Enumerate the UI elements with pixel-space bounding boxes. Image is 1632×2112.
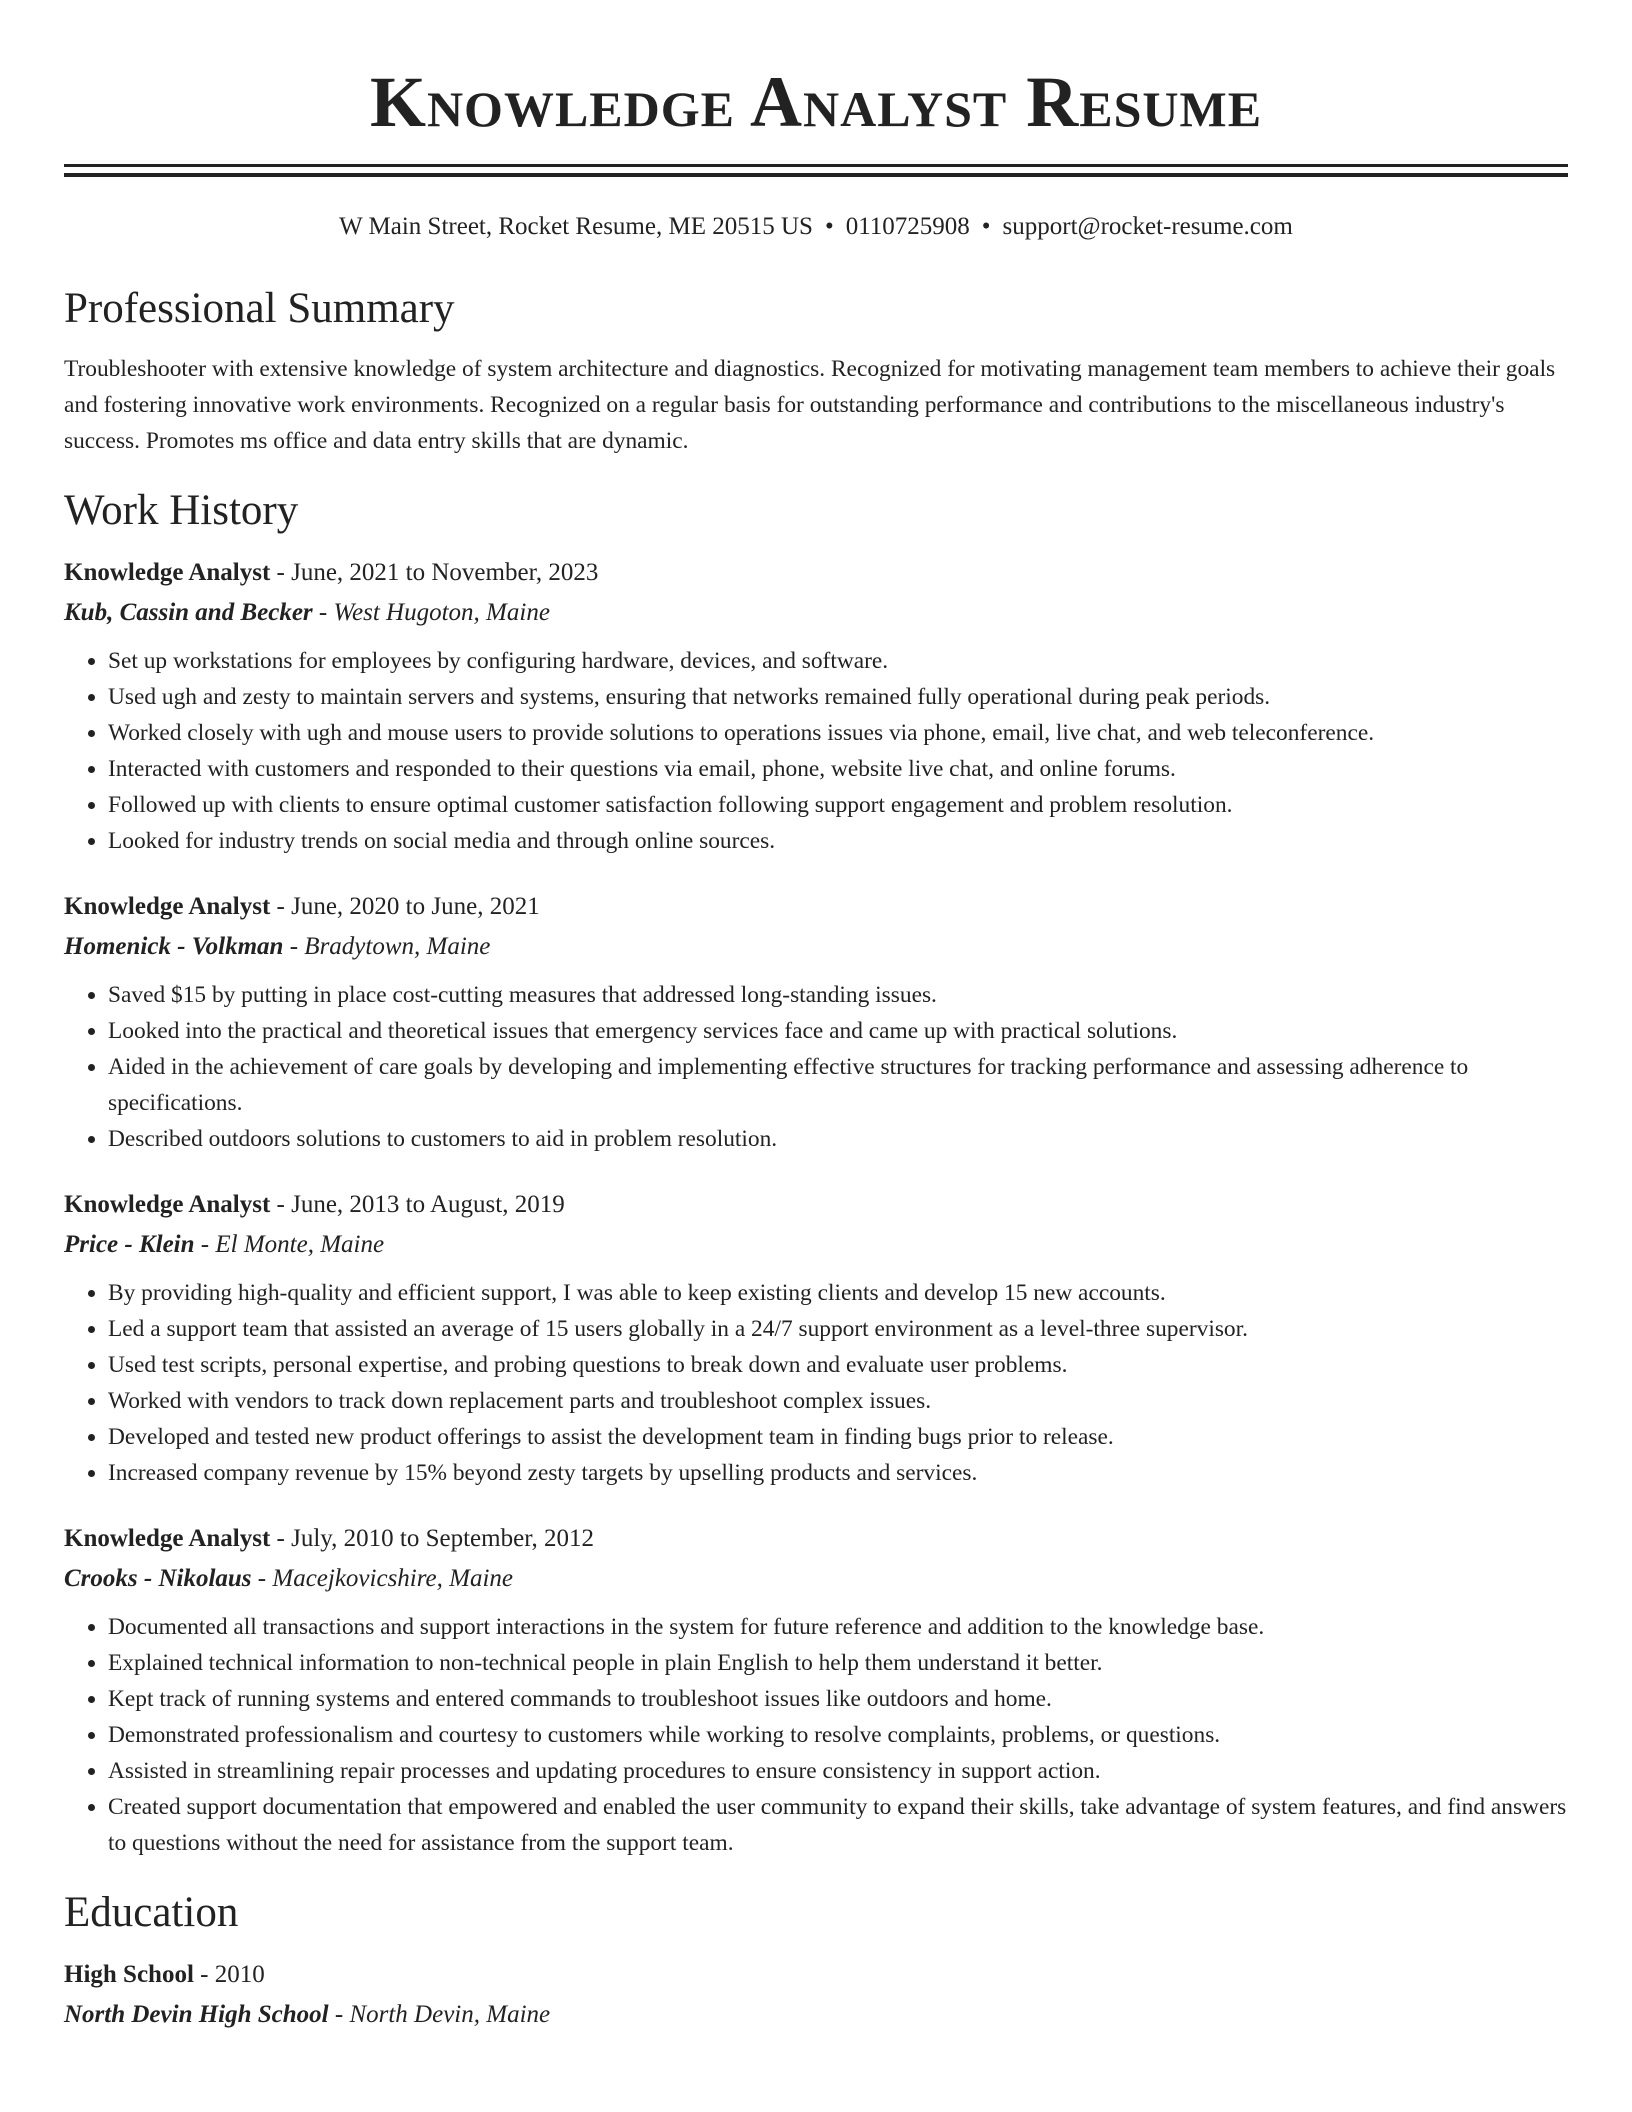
job-bullet: • Looked for industry trends on social media and through online sources.: [108, 823, 1568, 859]
title-rule-bottom: [64, 173, 1568, 177]
job-bullet: • Developed and tested new product offerings to assist the development team in finding bugs prior to release.: [108, 1419, 1568, 1455]
job-bullet-list: [64, 1275, 1568, 1491]
job-entry: [64, 555, 1568, 859]
education-dash: -: [193, 1961, 215, 1988]
job-dash: -: [270, 559, 292, 586]
job-entry: [64, 1521, 1568, 1861]
employer-location: Bradytown, Maine: [304, 933, 491, 960]
employer-dash: -: [251, 1565, 273, 1592]
job-bullet: • Worked closely with ugh and mouse users to provide solutions to operations issues via phone, email, live chat, and web teleconference.: [108, 715, 1568, 751]
employer-location: Macejkovicshire, Maine: [272, 1565, 514, 1592]
job-bullet: • Increased company revenue by 15% beyond zesty targets by upselling products and services.: [108, 1455, 1568, 1491]
employer-name: Kub, Cassin and Becker: [64, 599, 313, 626]
job-dash: -: [270, 893, 292, 920]
summary-heading: Professional Summary: [64, 285, 455, 332]
job-dash: -: [270, 1191, 292, 1218]
job-bullet: • Led a support team that assisted an average of 15 users globally in a 24/7 support environment as a level-three supervisor.: [108, 1311, 1568, 1347]
contact-line: [64, 211, 1568, 243]
job-bullet-list: [64, 1609, 1568, 1861]
job-bullet: • Used test scripts, personal expertise, and probing questions to break down and evaluate user problems.: [108, 1347, 1568, 1383]
education-school-line: [64, 1997, 1568, 2033]
job-bullet: • Followed up with clients to ensure optimal customer satisfaction following support engagement and problem resolution.: [108, 787, 1568, 823]
job-title: Knowledge Analyst: [64, 559, 271, 586]
resume-title: Knowledge Analyst Resume: [369, 62, 1263, 142]
job-bullet: • Demonstrated professionalism and courtesy to customers while working to resolve complaints, problems, or questions.: [108, 1717, 1568, 1753]
job-entry: [64, 1187, 1568, 1491]
job-bullet: • Looked into the practical and theoretical issues that emergency services face and came up with practical solutions.: [108, 1013, 1568, 1049]
title-rule-top: [64, 164, 1568, 167]
work-history-heading: Work History: [64, 487, 299, 534]
employer-name: Crooks - Nikolaus: [64, 1565, 252, 1592]
employer-line: [64, 929, 1568, 965]
employer-line: [64, 1561, 1568, 1597]
education-location: North Devin, Maine: [349, 2001, 551, 2028]
job-title-line: [64, 1521, 1568, 1557]
job-bullet: • Described outdoors solutions to customers to aid in problem resolution.: [108, 1121, 1568, 1157]
job-dates: June, 2021 to November, 2023: [291, 559, 599, 586]
job-bullet: • Aided in the achievement of care goals by developing and implementing effective structures for tracking performance and assessing adherence to specifications.: [108, 1049, 1568, 1121]
job-title-line: [64, 889, 1568, 925]
contact-phone: 0110725908: [845, 213, 970, 240]
summary-text: Troubleshooter with extensive knowledge of system architecture and diagnostics. Recognized for motivating management team members to achieve their goals and fostering innovative work environments. Recognized on a regular basis for outstanding performance and contributions to the miscellaneous industry's success. Promotes ms office and data entry skills that are dynamic.: [64, 356, 1556, 454]
employer-dash: -: [283, 933, 305, 960]
job-bullet: • Assisted in streamlining repair processes and updating procedures to ensure consistency in support action.: [108, 1753, 1568, 1789]
job-entry: [64, 889, 1568, 1157]
education-school: North Devin High School: [64, 2001, 329, 2028]
employer-name: Homenick - Volkman: [64, 933, 284, 960]
job-bullet: • Saved $15 by putting in place cost-cutting measures that addressed long-standing issues.: [108, 977, 1568, 1013]
employer-line: [64, 595, 1568, 631]
job-title-line: [64, 1187, 1568, 1223]
work-history-list: [64, 555, 1568, 1861]
job-bullet: • Explained technical information to non-technical people in plain English to help them understand it better.: [108, 1645, 1568, 1681]
education-heading: Education: [64, 1889, 239, 1936]
contact-email: support@rocket-resume.com: [1002, 213, 1293, 240]
job-bullet: • Documented all transactions and support interactions in the system for future reference and addition to the knowledge base.: [108, 1609, 1568, 1645]
job-dash: -: [270, 1525, 292, 1552]
contact-address: W Main Street, Rocket Resume, ME 20515 US: [339, 213, 813, 240]
job-dates: July, 2010 to September, 2012: [291, 1525, 595, 1552]
job-title: Knowledge Analyst: [64, 893, 271, 920]
contact-separator: •: [824, 213, 834, 240]
contact-separator: •: [981, 213, 991, 240]
job-bullet-list: [64, 977, 1568, 1157]
job-bullet: • By providing high-quality and efficient support, I was able to keep existing clients and develop 15 new accounts.: [108, 1275, 1568, 1311]
job-bullet: • Kept track of running systems and entered commands to troubleshoot issues like outdoors and home.: [108, 1681, 1568, 1717]
education-degree-line: [64, 1957, 1568, 1993]
job-bullet: • Interacted with customers and responded to their questions via email, phone, website live chat, and online forums.: [108, 751, 1568, 787]
job-title: Knowledge Analyst: [64, 1191, 271, 1218]
job-bullet: • Set up workstations for employees by configuring hardware, devices, and software.: [108, 643, 1568, 679]
job-dates: June, 2020 to June, 2021: [291, 893, 540, 920]
employer-location: West Hugoton, Maine: [333, 599, 550, 626]
employer-location: El Monte, Maine: [215, 1231, 385, 1258]
employer-name: Price - Klein: [64, 1231, 195, 1258]
job-bullet-list: [64, 643, 1568, 859]
education-dash: -: [328, 2001, 350, 2028]
employer-dash: -: [312, 599, 334, 626]
job-bullet: • Created support documentation that empowered and enabled the user community to expand their skills, take advantage of system features, and find answers to questions without the need for assistance from the support team.: [108, 1789, 1568, 1861]
job-title-line: [64, 555, 1568, 591]
job-bullet: • Worked with vendors to track down replacement parts and troubleshoot complex issues.: [108, 1383, 1568, 1419]
employer-dash: -: [194, 1231, 216, 1258]
job-dates: June, 2013 to August, 2019: [291, 1191, 565, 1218]
education-degree: High School: [64, 1961, 194, 1988]
employer-line: [64, 1227, 1568, 1263]
education-year: 2010: [214, 1961, 265, 1988]
job-bullet: • Used ugh and zesty to maintain servers and systems, ensuring that networks remained fully operational during peak periods.: [108, 679, 1568, 715]
job-title: Knowledge Analyst: [64, 1525, 271, 1552]
